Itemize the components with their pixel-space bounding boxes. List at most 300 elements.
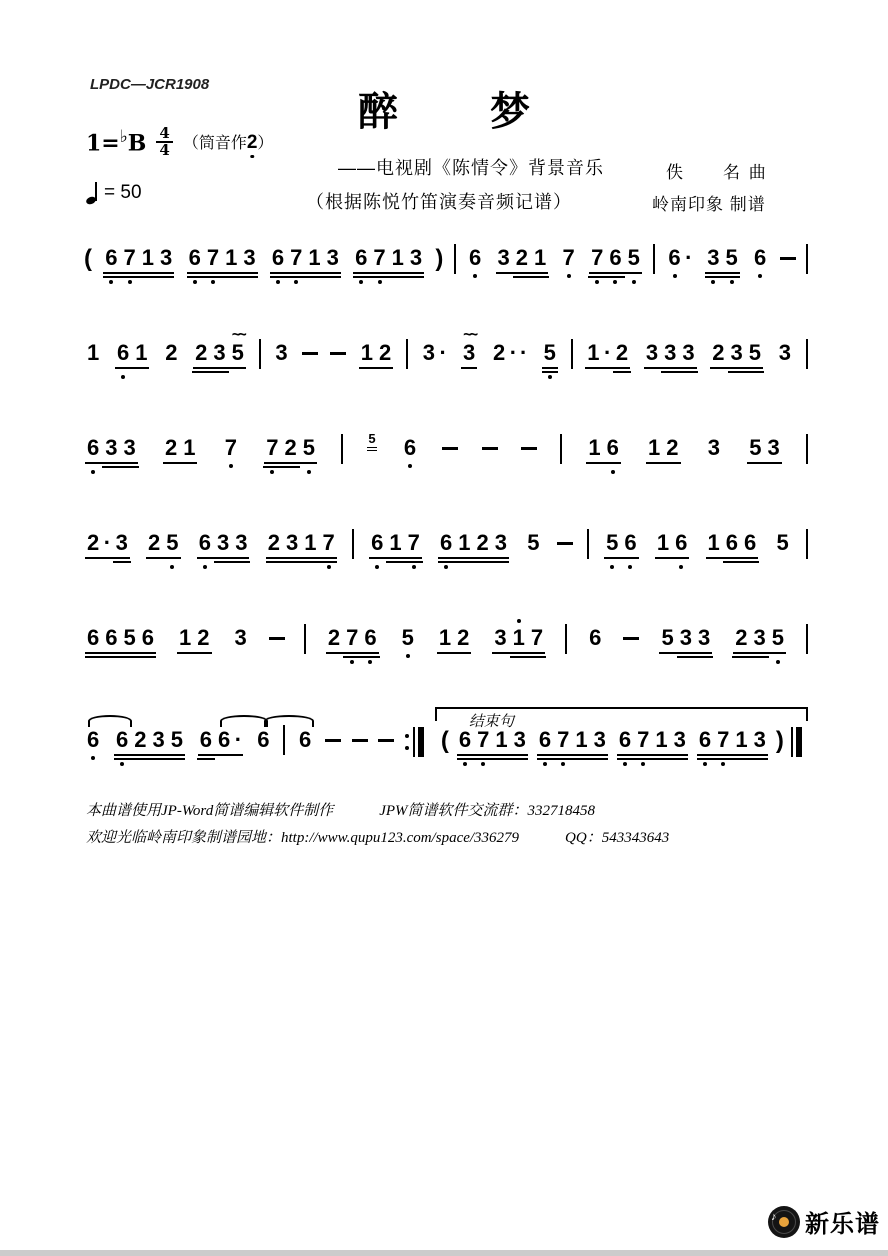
note: 1 [531, 245, 549, 271]
low-octave-dot [170, 565, 174, 569]
dash-note [557, 542, 573, 545]
title-char-2: 梦 [490, 88, 530, 135]
low-octave-dot [408, 464, 412, 468]
note-group [460, 325, 478, 374]
tie-arc [88, 715, 132, 727]
repeat-end-barline [405, 725, 424, 759]
note: 1 [179, 625, 192, 650]
note-group [113, 727, 186, 761]
note-group [102, 245, 175, 279]
key-prefix: 1=♭B [86, 127, 147, 157]
note-group [401, 435, 419, 469]
note-group [145, 530, 182, 564]
note: 1 [735, 727, 748, 752]
note: 3 [513, 727, 526, 752]
note: 6 [589, 625, 602, 650]
note: 1 [588, 435, 601, 460]
low-octave-dot [378, 280, 382, 284]
note-group [665, 245, 694, 279]
note: 1 [141, 245, 155, 270]
barline [806, 244, 808, 274]
tongyin-note: （筒音作2 ） [183, 130, 274, 154]
low-octave-dot [623, 762, 627, 766]
note: 1 [87, 340, 100, 365]
low-octave-dot [481, 762, 485, 766]
note: 3 [593, 727, 606, 752]
note: 6 [696, 727, 714, 753]
music-line [84, 625, 808, 685]
note: 5 [163, 530, 181, 556]
barline [571, 339, 573, 369]
note: 3 [232, 530, 250, 556]
paren: ( [84, 245, 92, 272]
note-group [352, 245, 425, 279]
footer-line-1: 本曲谱使用JP-Word简谱编辑软件制作 JPW简谱软件交流群：332718458 [86, 803, 596, 819]
note: 5 [661, 625, 674, 650]
note: 3 [160, 245, 173, 270]
note-group [560, 245, 578, 279]
low-octave-dot [711, 280, 715, 284]
note-group [197, 727, 244, 761]
note: 5 [399, 625, 417, 651]
note-group [358, 340, 395, 374]
note: 6 [368, 530, 386, 556]
note: 6 [723, 530, 741, 556]
note: 6 [437, 530, 455, 556]
high-octave-dot [517, 619, 521, 623]
note: 1 [225, 245, 238, 270]
low-octave-dot [229, 464, 233, 468]
low-octave-dot [193, 280, 197, 284]
note: 3 [102, 435, 120, 461]
note: 1 [587, 340, 600, 365]
repeat-dots-icon [405, 734, 409, 750]
low-octave-dot [276, 280, 280, 284]
note-group [325, 625, 380, 659]
note-group [776, 340, 794, 374]
note: 7 [121, 245, 139, 271]
low-octave-dot [307, 470, 311, 474]
low-octave-dot [444, 565, 448, 569]
low-octave-dot [91, 756, 95, 760]
note: 6 [141, 625, 154, 650]
note: 6 [84, 727, 102, 753]
thick-barline [418, 727, 424, 757]
low-octave-dot [406, 654, 410, 658]
note: 7 [588, 245, 606, 271]
low-octave-dot [121, 375, 125, 379]
augmentation-dot: · [604, 340, 612, 365]
note-group [254, 727, 272, 761]
note-group [616, 727, 689, 761]
note-group [524, 530, 542, 564]
note: 6 [269, 245, 287, 271]
augmentation-dot: · [234, 727, 243, 752]
note-group [436, 625, 473, 659]
low-octave-dot [543, 762, 547, 766]
ending-notes [441, 727, 802, 761]
low-octave-dot [595, 280, 599, 284]
note: 3 [645, 340, 659, 365]
low-octave-dot [776, 660, 780, 664]
quarter-note-icon [86, 180, 100, 205]
tempo-value: = 50 [104, 181, 142, 203]
note-group [456, 727, 529, 761]
note-group [272, 340, 290, 374]
note: 6 [186, 245, 204, 271]
note-group [420, 340, 449, 374]
note: 3 [243, 245, 256, 270]
note: 1 [183, 435, 196, 460]
music-line [84, 530, 808, 590]
note-group [490, 340, 529, 374]
barline [352, 529, 354, 559]
footer-notes [86, 798, 669, 852]
note: 2 [732, 625, 750, 651]
note-group [645, 435, 682, 469]
note: 7 [528, 625, 546, 651]
note: 7 [560, 245, 578, 271]
note: 2 [457, 625, 470, 650]
note-group [114, 340, 151, 374]
note: 1 [386, 530, 404, 556]
augmentation-dot: · [509, 340, 518, 365]
note: 7 [714, 727, 732, 753]
paren: ) [775, 727, 784, 754]
note: 5 [541, 340, 559, 366]
note: 1 [360, 340, 373, 365]
note-group [696, 727, 769, 761]
note: 1 [648, 435, 661, 460]
note: 3 [275, 340, 288, 365]
note: 6 [536, 727, 554, 753]
augmentation-dot: · [103, 530, 112, 555]
note: 3 [707, 435, 721, 460]
note: 3 [422, 340, 435, 365]
note: 6 [741, 530, 759, 556]
note-group [654, 530, 691, 564]
note: 7 [554, 727, 572, 753]
grace-note: 5 [368, 431, 376, 446]
flat-icon: ♭ [119, 127, 128, 148]
barline [806, 624, 808, 654]
note: 2 [379, 340, 392, 365]
low-octave-dot [250, 155, 254, 159]
note: 2 [666, 435, 679, 460]
low-octave-dot [412, 565, 416, 569]
barline [304, 624, 306, 654]
music-line [84, 705, 808, 761]
note-group [658, 625, 713, 659]
note: 3 [494, 530, 508, 555]
note: 5 [123, 625, 136, 650]
augmentation-dot: · [439, 340, 447, 365]
note: 6 [466, 245, 484, 271]
dash-note [378, 739, 394, 742]
note: 7 [222, 435, 240, 461]
note: 3 [497, 245, 510, 270]
barline [806, 434, 808, 464]
low-octave-dot [679, 565, 683, 569]
note-group [588, 245, 643, 279]
note: 3 [673, 727, 686, 752]
note: 3 [661, 340, 679, 366]
note: 1 [135, 340, 148, 365]
note: 7 [287, 245, 305, 271]
note: 3 [753, 727, 766, 752]
note-group [437, 530, 510, 564]
note: 6 [665, 245, 683, 271]
thin-barline [791, 727, 793, 757]
note: 2 [197, 625, 210, 650]
note: 5 [722, 245, 740, 271]
note: 7 [343, 625, 361, 651]
low-octave-dot [91, 470, 95, 474]
note-group [751, 245, 769, 279]
barline [454, 244, 456, 274]
tempo-marking [86, 180, 142, 205]
low-octave-dot [350, 660, 354, 664]
note-group [162, 435, 199, 469]
dash-note [780, 257, 796, 260]
note: 1 [438, 625, 452, 650]
note: 1 [304, 530, 317, 555]
note: 7 [634, 727, 652, 753]
note: 3 [326, 245, 339, 270]
barline [283, 725, 285, 755]
augmentation-dot: · [520, 340, 528, 365]
dash-note [442, 447, 458, 450]
note-group [84, 727, 102, 761]
tie-arc [220, 715, 268, 727]
note: 6 [197, 727, 215, 753]
note-group [643, 340, 698, 374]
note-group [709, 340, 764, 374]
barline [587, 529, 589, 559]
note-group [84, 625, 157, 659]
note: 2 [613, 340, 631, 366]
note: 1 [655, 727, 668, 752]
note-group [232, 625, 250, 659]
note: 3 [767, 435, 780, 460]
note-group [586, 625, 604, 659]
note: 7 [204, 245, 222, 271]
note: 2 [148, 530, 161, 555]
note: 7 [319, 530, 337, 556]
note-group [705, 435, 723, 469]
note: 2 [712, 340, 725, 365]
low-octave-dot [270, 470, 274, 474]
dash-note [352, 739, 368, 742]
catalog-number: LPDC—JCR1908 [90, 76, 210, 93]
note: 2 [165, 340, 178, 365]
paren: ( [440, 727, 449, 754]
note-group [585, 435, 622, 469]
note-group [541, 340, 559, 374]
note: 2 [513, 245, 531, 271]
time-signature: $\frac{4}{4}$ [156, 126, 172, 158]
title-char-1: 醉 [358, 88, 398, 135]
note: 6 [616, 727, 634, 753]
transcriber-credit: 岭南印象 制谱 [652, 195, 766, 214]
note-group [269, 245, 342, 279]
note: 1 [656, 530, 670, 555]
mordent-icon: ~~ [231, 325, 244, 343]
low-octave-dot [758, 274, 762, 278]
note: 3 [285, 530, 299, 555]
note: 3 [679, 340, 697, 366]
low-octave-dot [613, 280, 617, 284]
low-octave-dot [327, 565, 331, 569]
barline [653, 244, 655, 274]
note: 5 [769, 625, 787, 651]
note: 6 [401, 435, 419, 461]
dash-note [269, 637, 285, 640]
note: 5 ~~ [231, 325, 244, 365]
mordent-icon: ~~ [463, 325, 476, 343]
note: 3 [695, 625, 713, 651]
dash-note [623, 637, 639, 640]
site-watermark [768, 1204, 880, 1239]
note: 6 [604, 435, 622, 461]
note: 5 [300, 435, 318, 461]
note: 6 [361, 625, 379, 651]
low-octave-dot [294, 280, 298, 284]
note: 5 [170, 727, 183, 752]
music-line [84, 325, 808, 400]
note: 6 [672, 530, 690, 556]
note: 2 [134, 727, 147, 752]
note: 3 [728, 340, 746, 366]
dash-note [325, 739, 341, 742]
low-octave-dot [730, 280, 734, 284]
note: 6 [196, 530, 214, 556]
tie-arc [264, 715, 314, 727]
paren: ) [435, 245, 444, 272]
note: 1 [308, 245, 321, 270]
music-line [84, 245, 808, 305]
note-group [84, 340, 102, 374]
note-group [399, 625, 417, 659]
note: 6 [606, 245, 624, 271]
note: 3 [210, 340, 228, 366]
note: 6 [105, 625, 118, 650]
profile-url: 欢迎光临岭南印象制谱园地：http://www.qupu123.com/space/336279 [86, 830, 520, 846]
low-octave-dot [567, 274, 571, 278]
note-group [196, 530, 251, 564]
note: 3 [677, 625, 695, 651]
low-octave-dot [211, 280, 215, 284]
low-octave-dot [120, 762, 124, 766]
note-group [705, 530, 760, 564]
note-group [84, 530, 131, 564]
low-octave-dot [703, 762, 707, 766]
note-group [84, 435, 139, 469]
note: 7 [263, 435, 281, 461]
dash-note [482, 447, 498, 450]
note: 6 [217, 727, 231, 752]
low-octave-dot [673, 274, 677, 278]
note: 6 [102, 245, 120, 271]
low-octave-dot [473, 274, 477, 278]
note: 2 [281, 435, 299, 461]
final-barline [791, 727, 802, 757]
footer-line-2: 欢迎光临岭南印象制谱园地：http://www.qupu123.com/space/336279 QQ：543343643 [86, 830, 670, 846]
note: 6 [299, 727, 312, 752]
note: 3 [214, 530, 232, 556]
note: 3 [494, 625, 507, 650]
low-octave-dot [628, 565, 632, 569]
note: 6 [87, 625, 100, 650]
low-octave-dot [359, 280, 363, 284]
note: 3 [113, 530, 131, 556]
note: 2 [164, 435, 178, 460]
low-octave-dot [109, 280, 113, 284]
note: 6 [113, 727, 131, 753]
note-group [176, 625, 213, 659]
note: 1 [391, 245, 404, 270]
low-octave-dot [610, 565, 614, 569]
note-group [222, 435, 240, 469]
low-octave-dot [463, 762, 467, 766]
note: 5 [749, 435, 762, 460]
note-group [192, 325, 247, 374]
note-group [495, 245, 550, 279]
note: 3 [152, 727, 165, 752]
dash-note [302, 352, 318, 355]
low-octave-dot [368, 660, 372, 664]
note: 3 [409, 245, 423, 270]
thick-barline [796, 727, 802, 757]
subtitle-source: ——电视剧《陈情令》背景音乐 [338, 158, 604, 178]
note: 5 [625, 245, 643, 271]
barline [259, 339, 261, 369]
low-octave-dot [375, 565, 379, 569]
note: 6 [352, 245, 370, 271]
barline [806, 529, 808, 559]
composer-credit: 佚 名 曲 [666, 163, 768, 182]
note: 6 [621, 530, 639, 556]
note-group [773, 530, 791, 564]
low-octave-dot [611, 470, 615, 474]
note: 3 [778, 340, 791, 365]
note: 7 [474, 727, 492, 753]
ending-section [435, 707, 808, 761]
note-group [603, 530, 640, 564]
dash-note [330, 352, 346, 355]
barline [341, 434, 343, 464]
vinyl-record-icon: ♪ [768, 1206, 800, 1238]
note: 7 [370, 245, 388, 271]
note: 3 [234, 625, 247, 650]
note: 3 [121, 435, 139, 461]
note-group [368, 530, 423, 564]
scan-edge [0, 1250, 888, 1256]
note: 2 [476, 530, 489, 555]
ending-label: 结束句 [465, 710, 518, 731]
note-group [536, 727, 609, 761]
barline [406, 339, 408, 369]
note: 2 [87, 530, 100, 555]
note: 5 [527, 530, 540, 555]
note: 1 [575, 727, 588, 752]
note-group [584, 340, 631, 374]
dash-note [521, 447, 537, 450]
note-group [162, 340, 180, 374]
low-octave-dot [632, 280, 636, 284]
note: 5 [746, 340, 764, 366]
note: 5 [776, 530, 789, 555]
